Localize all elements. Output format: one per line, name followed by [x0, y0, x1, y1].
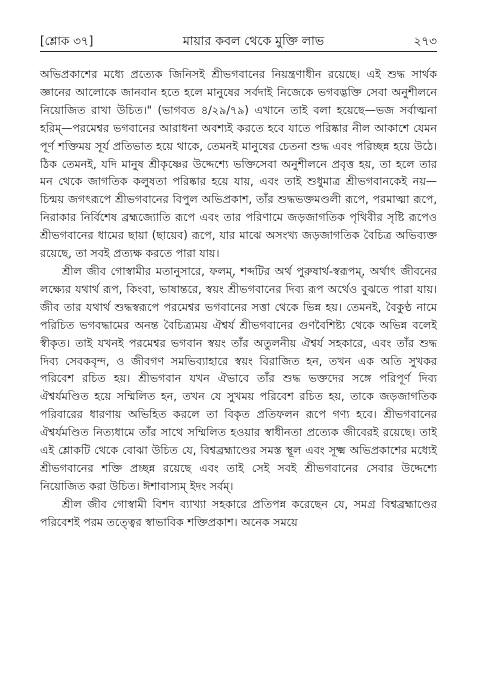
chapter-title: মায়ার কবল থেকে মুক্তি লাভ	[182, 33, 325, 48]
verse-reference: [শ্লোক ৩৭]	[40, 34, 94, 48]
paragraph: শ্রীল জীব গোস্বামীর মতানুসারে, ফলম্, শব্দটির অর্থ পুরুষার্থ-স্বরূপম্, অর্থাৎ জীবনের লক্ষ্যের যথার্থ রূপ, কিংবা, ভাষান্তরে, স্বয়ং শ্রীভগবানের দিব্য রূপ অর্থেও বুঝতে পারা যায়। জীব তার যথার্থ শুদ্ধস্বরূপে পরমেশ্বর ভগবানের সত্তা থেকে ভিন্ন হয়। তেমনই, বৈকুণ্ঠ নামে পরিচিত ভগবদ্ধামের অনন্ত বৈচিত্র্যময় ঐশ্বর্য শ্রীভগবানের গুণবৈশিষ্ট্য থেকে অভিন্ন বলেই স্বীকৃত। তাই যখনই পরমেশ্বর ভগবান স্বয়ং তাঁর অতুলনীয় ঐশ্বর্য সহকারে, এবং তাঁর শুদ্ধ দিব্য সেবকবৃন্দ, ও জীবগণ সমভিব্যাহারে স্বয়ং বিরাজিত হন, তখন এক অতি সুখকর পরিবেশ রচিত হয়। শ্রীভগবান যখন ঐভাবে তাঁর শুদ্ধ ভক্তদের সঙ্গে পরিপূর্ণ দিব্য ঐশ্বর্যমণ্ডিত হয়ে সম্মিলিত হন, তখন যে সুখময় পরিবেশ রচিত হয়, তাকে জড়জাগতিক পরিবারের ধারণায় অভিহিত করলে তা বিকৃত প্রতিফলন রূপে গণ্য হবে। শ্রীভগবানের ঐশ্বর্যমণ্ডিত নিত্যধামে তাঁর সাথে সম্মিলিত হওয়ার স্বাধীনতা প্রত্যেক জীবেরই রয়েছে। তাই এই শ্লোকটি থেকে বোঝা উচিত যে, বিশ্বব্রহ্মাণ্ডের সমস্ত স্থূল এবং সূক্ষ্ম অভিপ্রকাশের মধ্যেই শ্রীভগবানের শক্তি প্রচ্ছন্ন রয়েছে এবং তাই সেই সবই শ্রীভগবানের সেবার উদ্দেশ্যে নিয়োজিত করা উচিত। ঈশাবাস্যম্ ইদং সর্বম্।	[40, 264, 437, 493]
paragraph: শ্রীল জীব গোস্বামী বিশদ ব্যাখ্যা সহকারে প্রতিপন্ন করেছেন যে, সমগ্র বিশ্বব্রহ্মাণ্ডের পরিবেশই পরম তত্ত্বের স্বাভাবিক শক্তিপ্রকাশ। অনেক সময়ে	[40, 497, 437, 529]
page-body	[40, 66, 437, 532]
page-number: ২৭৩	[413, 34, 437, 48]
running-header	[40, 34, 437, 52]
paragraph: অভিপ্রকাশের মধ্যে প্রত্যেক জিনিসই শ্রীভগবানের নিয়ন্ত্রণাধীন রয়েছে। এই শুদ্ধ সার্থক জ্ঞানের আলোকে জানবান হতে হলে মানুষের সর্বদাই নিজেকে ভগবদ্ভক্তি সেবা অনুশীলনে নিয়োজিত রাখা উচিত।" (ভাগবত ৪/২৯/৭৯) এখানে তাই বলা হয়েছে—ভজ সর্বাত্মনা হরিম্—পরমেশ্বর ভগবানের আরাধনা অবশ্যই করতে হবে যাতে পরিষ্কার নীল আকাশে যেমন পূর্ণ শক্তিময় সূর্য প্রতিভাত হয়ে থাকে, তেমনই মানুষের চেতনা শুদ্ধ এবং পরিচ্ছন্ন হয়ে উঠে। ঠিক তেমনই, যদি মানুষ শ্রীকৃষ্ণের উদ্দেশ্যে ভক্তিসেবা অনুশীলনে প্রবৃত্ত হয়, তা হলে তার মন থেকে জাগতিক কলুষতা পরিষ্কার হয়ে যায়, এবং তাই শুধুমাত্র শ্রীভগবানকেই নয়—চিন্ময় জগৎরূপে শ্রীভগবানের বিপুল অভিপ্রকাশ, তাঁর শুদ্ধভক্তমণ্ডলী রূপে, পরমাত্মা রূপে, নিরাকার নির্বিশেষ ব্রহ্মজ্যোতি রূপে এবং তার পরিণামে জড়জাগতিক পৃথিবীর সৃষ্টি রূপেও শ্রীভগবানের ধামের ছায়া (ছায়েব) রূপে, যার মাঝে অসংখ্য জড়জাগতিক বৈচিত্র অভিব্যক্ত রয়েছে, তা সবই প্রত্যক্ষ করতে পারা যায়।	[40, 68, 437, 261]
